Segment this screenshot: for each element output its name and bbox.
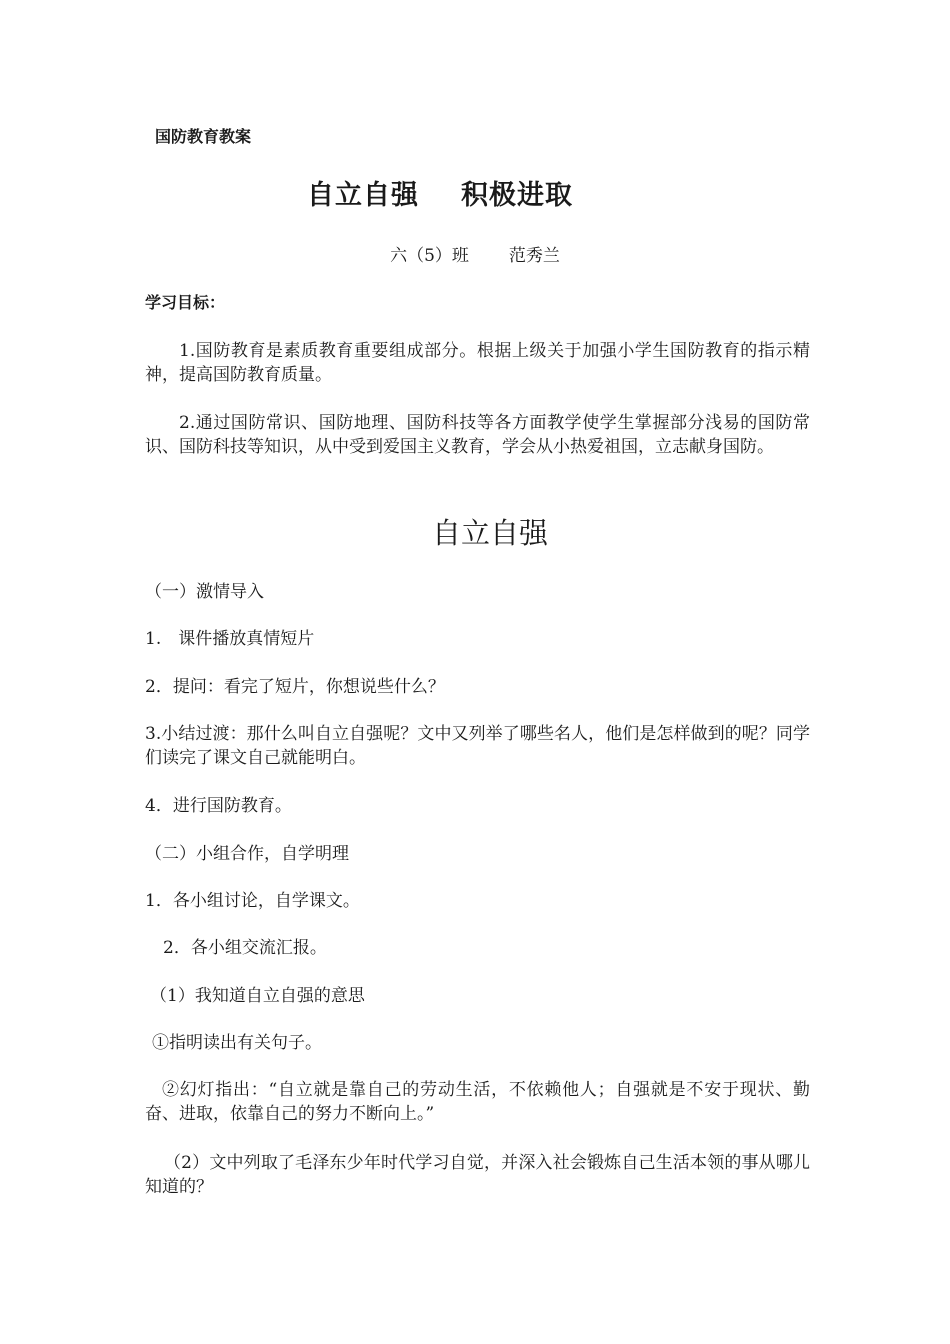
objective-item: 2.通过国防常识、国防地理、国防科技等各方面教学使学生掌握部分浅易的国防常识、国防科技等知识，从中受到爱国主义教育，学会从小热爱祖国，立志献身国防。 — [145, 413, 810, 457]
class-name: 六（5）班 — [390, 246, 469, 266]
objectives-heading: 学习目标： — [145, 293, 226, 312]
main-title — [0, 178, 880, 214]
body-paragraph: （2）文中列取了毛泽东少年时代学习自觉，并深入社会锻炼自己生活本领的事从哪儿知道的？ — [145, 1153, 810, 1197]
body-line: 1．各小组讨论，自学课文。 — [145, 891, 360, 911]
document-label: 国防教育教案 — [155, 127, 252, 146]
body-line: （二）小组合作，自学明理 — [145, 844, 349, 864]
title-part-1: 自立自强 — [307, 180, 419, 211]
body-line: 4．进行国防教育。 — [145, 796, 292, 816]
body-line: 1. 课件播放真情短片 — [145, 629, 315, 649]
body-line: 2．提问：看完了短片，你想说些什么？ — [145, 677, 445, 697]
title-part-2: 积极进取 — [461, 180, 573, 211]
body-paragraph: ②幻灯指出：“自立就是靠自己的劳动生活，不依赖他人；自强就是不安于现状、勤奋、进取，依靠自己的努力不断向上。” — [145, 1080, 810, 1124]
body-line: （1）我知道自立自强的意思 — [150, 986, 365, 1006]
byline — [0, 244, 950, 268]
teacher-name: 范秀兰 — [508, 246, 560, 266]
body-line: （一）激情导入 — [145, 582, 264, 602]
body-line: 2．各小组交流汇报。 — [163, 938, 327, 958]
section-title: 自立自强 — [431, 516, 548, 550]
body-line: ①指明读出有关句子。 — [152, 1033, 322, 1053]
body-paragraph: 3.小结过渡：那什么叫自立自强呢？文中又列举了哪些名人，他们是怎样做到的呢？同学们读完了课文自己就能明白。 — [145, 724, 810, 768]
objective-item: 1.国防教育是素质教育重要组成部分。根据上级关于加强小学生国防教育的指示精神，提高国防教育质量。 — [145, 341, 810, 385]
